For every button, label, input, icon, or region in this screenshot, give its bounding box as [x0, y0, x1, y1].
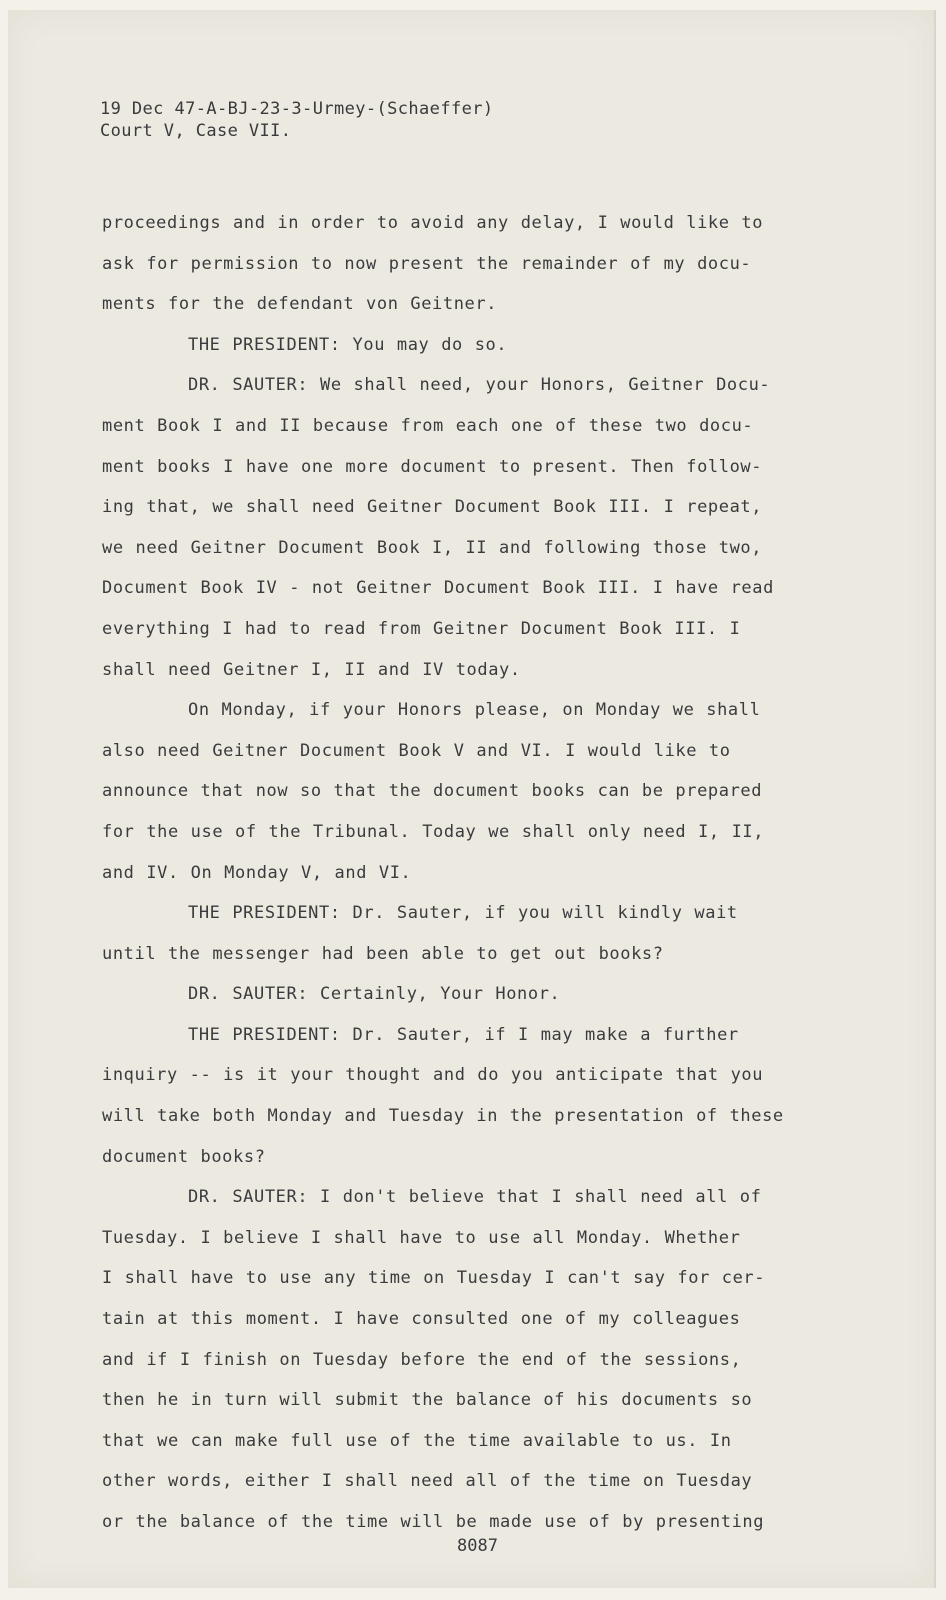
transcript-line: that we can make full use of the time available to us. In — [102, 1430, 732, 1451]
transcript-line: will take both Monday and Tuesday in the presentation of these — [102, 1106, 784, 1127]
transcript-body — [102, 203, 882, 1543]
transcript-line: inquiry -- is it your thought and do you anticipate that you — [102, 1065, 764, 1086]
transcript-line: for the use of the Tribunal. Today we shall only need I, II, — [102, 821, 765, 842]
page-number: 8087 — [457, 1536, 498, 1556]
transcript-line: THE PRESIDENT: Dr. Sauter, if I may make a further — [188, 1024, 739, 1045]
transcript-line: and if I finish on Tuesday before the end of the sessions, — [102, 1349, 742, 1370]
transcript-line: tain at this moment. I have consulted one of my colleagues — [102, 1309, 741, 1330]
transcript-line: THE PRESIDENT: Dr. Sauter, if you will kindly wait — [188, 903, 738, 924]
transcript-line: DR. SAUTER: We shall need, your Honors, Geitner Docu- — [188, 375, 771, 396]
transcript-line: ask for permission to now present the remainder of my docu- — [102, 253, 752, 274]
transcript-line: DR. SAUTER: I don't believe that I shall need all of — [188, 1187, 762, 1208]
transcript-line: then he in turn will submit the balance of his documents so — [102, 1390, 753, 1411]
transcript-line: announce that now so that the document books can be prepared — [102, 781, 763, 802]
document-header — [100, 98, 494, 142]
transcript-line: we need Geitner Document Book I, II and following those two, — [102, 537, 763, 558]
transcript-line: until the messenger had been able to get out books? — [102, 943, 664, 964]
transcript-line: proceedings and in order to avoid any delay, I would like to — [102, 213, 764, 233]
transcript-line: other words, either I shall need all of the time on Tuesday — [102, 1471, 753, 1492]
transcript-line: ing that, we shall need Geitner Document Book III. I repeat, — [102, 497, 763, 518]
transcript-line: shall need Geitner I, II and IV today. — [102, 659, 521, 680]
transcript-line: also need Geitner Document Book V and VI. I would like to — [102, 740, 731, 761]
transcript-line: ment books I have one more document to present. Then follow- — [102, 456, 763, 477]
transcript-line: On Monday, if your Honors please, on Monday we shall — [188, 700, 761, 721]
transcript-line: Tuesday. I believe I shall have to use all Monday. Whether — [102, 1227, 741, 1248]
document-page — [8, 10, 936, 1588]
transcript-line: document books? — [102, 1146, 266, 1167]
transcript-line: and IV. On Monday V, and VI. — [102, 862, 412, 883]
transcript-line: ments for the defendant von Geitner. — [102, 294, 498, 315]
header-line-2: Court V, Case VII. — [100, 121, 292, 141]
transcript-line: Document Book IV - not Geitner Document Book III. I have read — [102, 578, 774, 599]
transcript-line: I shall have to use any time on Tuesday I can't say for cer- — [102, 1268, 766, 1289]
transcript-line: DR. SAUTER: Certainly, Your Honor. — [188, 984, 561, 1005]
transcript-line: everything I had to read from Geitner Document Book III. I — [102, 618, 741, 639]
header-line-1: 19 Dec 47-A-BJ-23-3-Urmey-(Schaeffer) — [100, 99, 494, 119]
transcript-line: or the balance of the time will be made use of by presenting — [102, 1512, 765, 1532]
transcript-line: THE PRESIDENT: You may do so. — [188, 334, 508, 355]
transcript-line: ment Book I and II because from each one of these two docu- — [102, 415, 754, 436]
